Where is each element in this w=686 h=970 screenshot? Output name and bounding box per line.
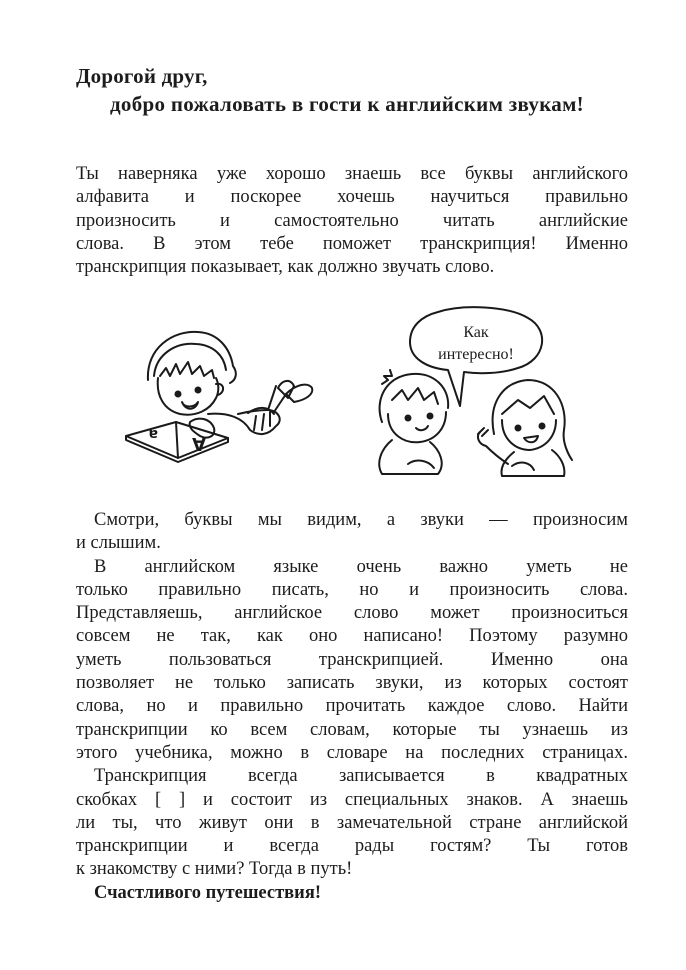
text-line: транскрипции и всегда рады гостям? Ты готов (76, 836, 628, 857)
greeting-heading: Дорогой друг, (76, 64, 208, 88)
text-line: В английском языке очень важно уметь не (94, 556, 628, 577)
text-line: уметь пользоваться транскрипцией. Именно она (76, 649, 628, 670)
svg-text:A: A (192, 433, 206, 454)
intro-paragraph (76, 163, 628, 279)
text-line: слова, но и правильно прочитать каждое слово. Найти (76, 696, 628, 717)
girl-reading-illustration (118, 318, 328, 463)
welcome-heading: добро пожаловать в гости к английским звукам! (110, 92, 584, 116)
text-line: слова. В этом тебе поможет транскрипция! Именно (76, 233, 628, 254)
text-line: Смотри, буквы мы видим, а звуки — произносим (94, 510, 628, 530)
text-line: позволяет не только записать звуки, из которых состоят (76, 673, 628, 694)
body-paragraphs (76, 509, 628, 905)
text-line: алфавита и поскорее хочешь научиться правильно (76, 187, 628, 208)
text-line: к знакомству с ними? Тогда в путь! (76, 859, 353, 880)
speech-line: Как (463, 324, 489, 341)
svg-text:a: a (148, 426, 158, 442)
text-line: только правильно писать, но и произносить слова. (76, 579, 628, 600)
text-line: произносить и самостоятельно читать английские (76, 210, 628, 231)
text-line: и слышим. (76, 533, 161, 554)
text-line: ли ты, что живут они в замечательной стране английской (76, 812, 628, 833)
text-line: Транскрипция всегда записывается в квадратных (94, 766, 628, 787)
text-line: совсем не так, как оно написано! Поэтому разумно (76, 626, 628, 647)
text-line: скобках [ ] и состоит из специальных знаков. А знаешь (76, 789, 628, 810)
speech-line: интересно! (438, 346, 514, 363)
text-line: транскрипция показывает, как должно звучать слово. (76, 257, 495, 278)
text-line: Ты наверняка уже хорошо знаешь все буквы английского (76, 164, 628, 184)
closing-line: Счастливого путешествия! (94, 882, 321, 903)
text-line: этого учебника, можно в словаре на последних страницах. (76, 742, 628, 763)
speech-bubble-text (421, 322, 531, 366)
text-line: транскрипции ко всем словам, которые ты узнаешь из (76, 719, 628, 740)
text-line: Представляешь, английское слово может произноситься (76, 603, 628, 624)
